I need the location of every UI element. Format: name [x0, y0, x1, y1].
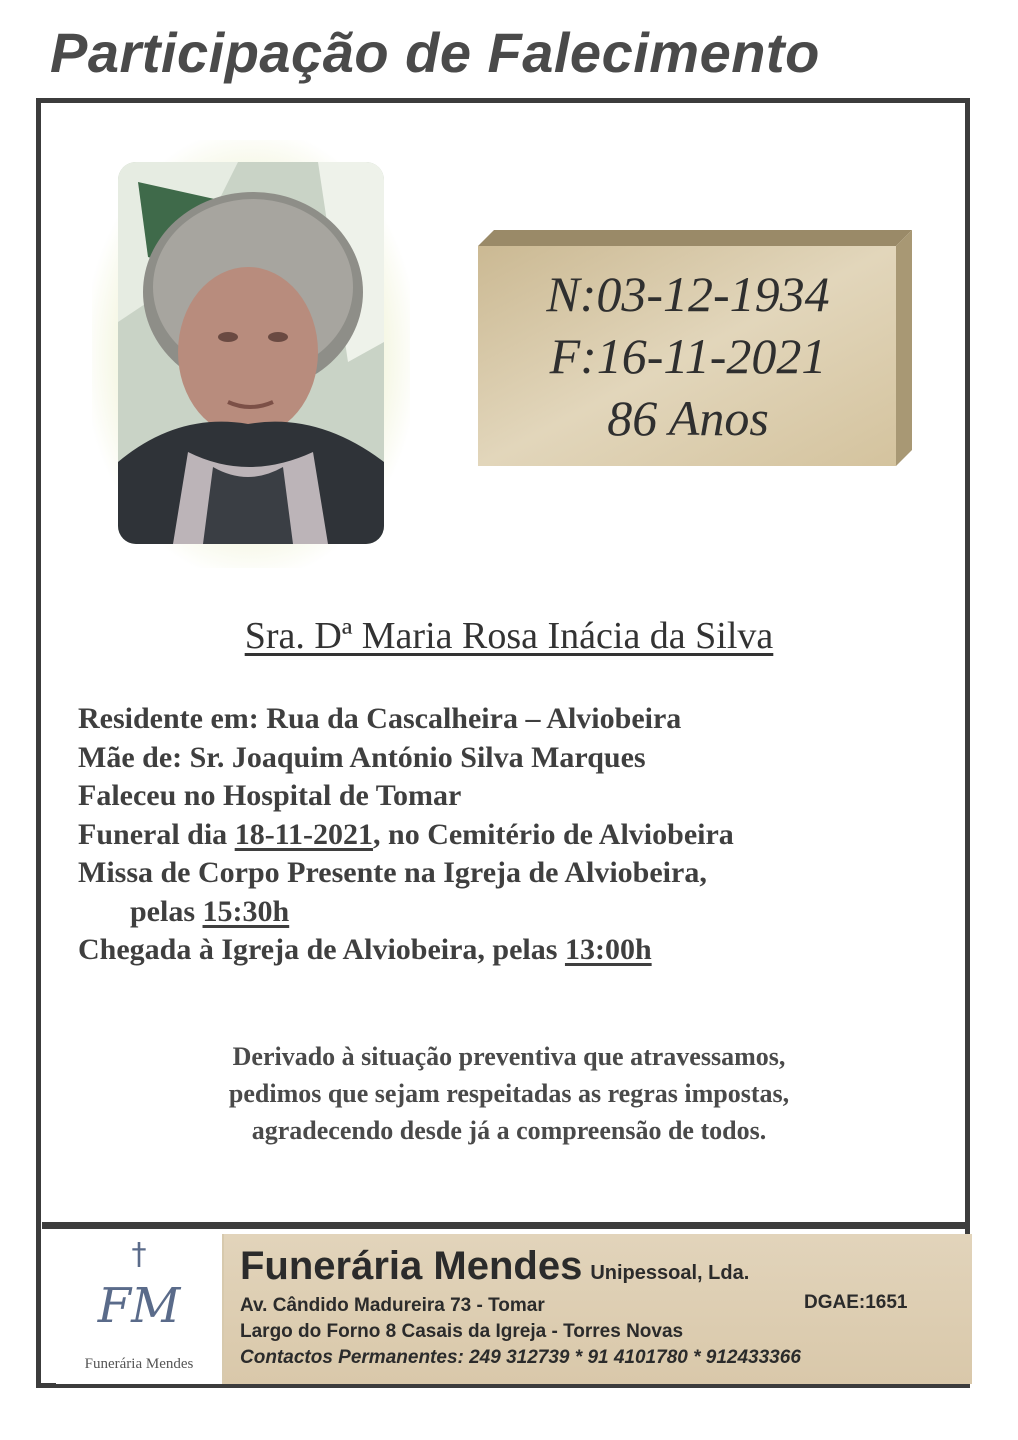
death-date: F:16-11-2021 — [549, 328, 827, 384]
logo-text: Funerária Mendes — [84, 1356, 194, 1372]
mother-of-line: Mãe de: Sr. Joaquim António Silva Marques — [78, 740, 646, 774]
page-title: Participação de Falecimento — [50, 21, 820, 84]
footer-divider — [42, 1222, 966, 1229]
company-suffix: Unipessoal, Lda. — [590, 1262, 750, 1284]
funeral-details — [78, 700, 918, 970]
mass-line: Missa de Corpo Presente na Igreja de Alviobeira, — [78, 856, 707, 889]
residence-line: Residente em: Rua da Cascalheira – Alviobeira — [78, 702, 682, 735]
died-at-line: Faleceu no Hospital de Tomar — [78, 779, 462, 812]
arrival-time: 13:00h — [564, 933, 652, 966]
address-tomar: Av. Cândido Madureira 73 - Tomar — [240, 1295, 545, 1316]
age: 86 Anos — [607, 390, 769, 446]
dates-plaque — [478, 230, 912, 466]
monogram: FM — [97, 1278, 181, 1334]
address-torres-novas: Largo do Forno 8 Casais da Igreja - Torres Novas — [240, 1321, 684, 1342]
funeral-line: Funeral dia 18-11-2021, no Cemitério de Alviobeira — [78, 817, 734, 851]
contacts: Contactos Permanentes: 249 312739 * 91 4101780 * 912433366 — [240, 1347, 801, 1368]
mass-time-line: pelas 15:30h — [130, 894, 290, 928]
cross-icon: † — [131, 1237, 147, 1272]
deceased-photo — [118, 162, 384, 544]
covid-notice — [0, 1038, 1018, 1149]
funeral-home-footer — [56, 1234, 972, 1384]
mass-time: 15:30h — [202, 894, 290, 928]
birth-date: N:03-12-1934 — [546, 266, 830, 322]
deceased-name: Sra. Dª Maria Rosa Inácia da Silva — [244, 615, 774, 657]
funeral-date: 18-11-2021 — [234, 817, 374, 851]
funeral-home-logo — [56, 1234, 224, 1384]
notice-line-3: agradecendo desde já a compreensão de todos. — [251, 1116, 767, 1145]
notice-line-2: pedimos que sejam respeitadas as regras impostas, — [228, 1079, 790, 1108]
company-name: Funerária Mendes Unipessoal, Lda. — [240, 1244, 750, 1288]
arrival-line: Chegada à Igreja de Alviobeira, pelas 13:00h — [78, 933, 652, 966]
notice-line-1: Derivado à situação preventiva que atravessamos, — [232, 1042, 786, 1071]
dgae-number: DGAE:1651 — [804, 1292, 908, 1313]
